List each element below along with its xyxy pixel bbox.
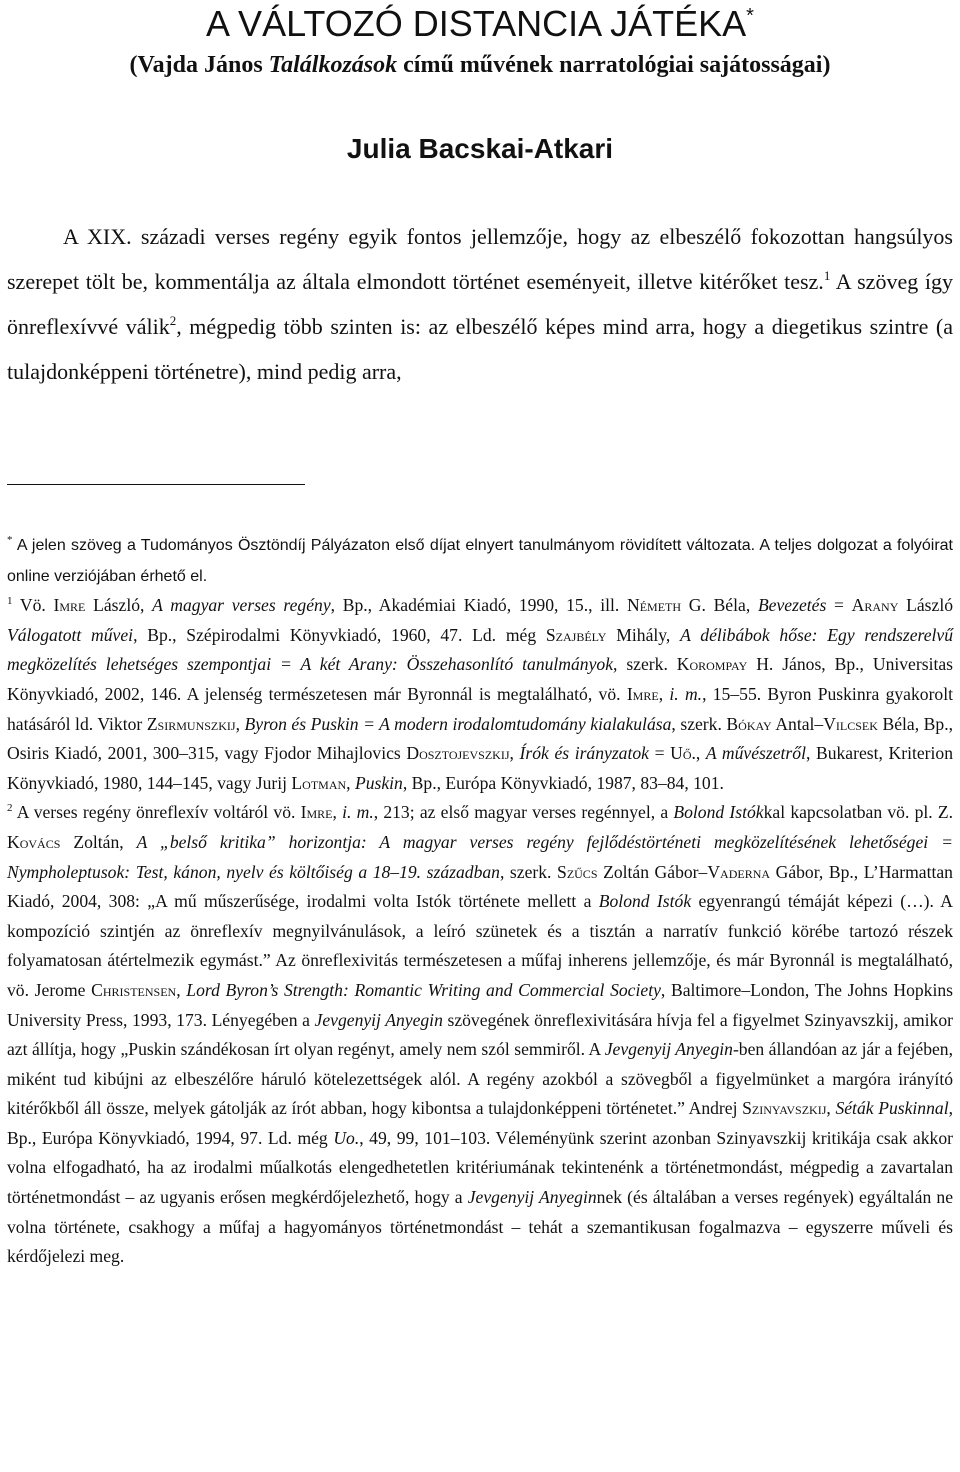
footnote-ref-2: 2: [169, 313, 177, 328]
body-paragraph: A XIX. századi verses regény egyik fontos jellemzője, hogy az elbeszélő fokozottan hangsúlyos szerepet tölt be, kommentálja az általa elmondott történet eseményeit, illetve kitérőket tesz.$^1$ A szöveg így önreflexívvé válik$^2$, mégpedig több szinten is: az elbeszélő képes mind arra, hogy a diegetikus szintre (a tulajdonképpeni történetre), mind pedig arra,: [7, 224, 953, 384]
author-name: Julia Bacskai-Atkari: [346, 133, 614, 164]
body-text: [7, 214, 953, 394]
footnote-separator: [7, 484, 305, 485]
title-footnote-mark: *: [746, 5, 754, 27]
footnote-star: * A jelen szöveg a Tudományos Ösztöndíj Pályázaton első díjat elnyert tanulmányom rövidített változata. A teljes dolgozat a folyóirat online verziójában érhető el.: [7, 534, 953, 585]
footnote-1: $^1$ Vö. Imre László, A magyar verses regény, Bp., Akadémiai Kiadó, 1990, 15., ill. Németh G. Béla, Bevezetés = Arany László Válogatott művei, Bp., Szépirodalmi Könyvkiadó, 1960, 47. Ld. még Szajbély Mihály, A délibábok hőse: Egy rendszerelvű megközelítés lehetséges szempontjai = A két Arany: Összehasonlító tanulmányok, szerk. Korompay H. János, Bp., Universitas Könyvkiadó, 2002, 146. A jelenség természetesen már Byronnál is megtalálható, vö. Imre, i. m., 15–55. Byron Puskinra gyakorolt hatásáról ld. Viktor Zsirmunszkij, Byron és Puskin = A modern irodalomtudomány kialakulása, szerk. Bókay Antal–Vilcsek Béla, Bp., Osiris Kiadó, 2001, 300–315, vagy Fjodor Mihajlovics Dosztojevszkij, Írók és irányzatok = Uő., A művészetről, Bukarest, Kriterion Könyvkiadó, 1980, 144–145, vagy Jurij Lotman, Puskin, Bp., Európa Könyvkiadó, 1987, 83–84, 101.: [7, 595, 954, 793]
footnote-ref-1: 1: [823, 268, 831, 283]
footnote-2: $^2$ A verses regény önreflexív voltáról vö. Imre, i. m., 213; az első magyar verses regénnyel, a Bolond Istókkal kapcsolatban vö. pl. Z. Kovács Zoltán, A „belső kritika” horizontja: A magyar verses regény fejlődéstörténeti megközelítésének lehetőségei = Nympholeptusok: Test, kánon, nyelv és költőiség a 18–19. században, szerk. Szűcs Zoltán Gábor–Vaderna Gábor, Bp., L’Harmattan Kiadó, 2004, 308: „A mű műszerűsége, irodalmi volta Istók története mellett a Bolond Istók egyenrangú témáját képezi (…). A kompozíció szintjén az önreflexív megnyilvánulások, a leíró szünetek és a tisztán a narratív funkció körébe tartozó részek folyamatosan átértelmezik egymást.” Az önreflexivitás természetesen a műfaj inherens jellemzője, és már Byronnál is megtalálható, vö. Jerome Christensen, Lord Byron’s Strength: Romantic Writing and Commercial Society, Baltimore–London, The Johns Hopkins University Press, 1993, 173. Lényegében a Jevgenyij Anyegin szövegének önreflexivitására hívja fel a figyelmet Szinyavszkij, amikor azt állítja, hogy „Puskin szándékosan írt olyan regényt, amely nem szól semmiről. A Jevgenyij Anyegin-ben állandóan az jár a fejében, miként tud kibújni az elbeszélőre háruló kötelezettségek alól. A regény azokból a szövegből a figyelmünket a margóra irányító kitérőkből áll össze, melyek gátolják az írót abban, hogy kibontsa a tulajdonképpeni történetet.” Andrej Szinyavszkij, Séták Puskinnal, Bp., Európa Könyvkiadó, 1994, 97. Ld. még Uo., 49, 99, 101–103. Véleményünk szerint azonban Szinyavszkij kritikája csak akkor volna elfogadható, ha az irodalmi műalkotás elengedhetetlen kritériumának tekintenénk a történetmondást, mégpedig a zavartalan történetmondást – az ugyanis erősen megkérdőjelezhető, hogy a Jevgenyij Anyeginnek (és általában a verses regények) egyáltalán ne volna története, csakhogy a műfaj a hagyományos történetmondást – tehát a szemantikusan fogalmazva – egyszerre műveli és kérdőjelezi meg.: [7, 802, 954, 1267]
document-title: A VÁLTOZÓ DISTANCIA JÁTÉKA*: [206, 3, 754, 44]
footnotes: [7, 530, 953, 1272]
document-subtitle: (Vajda János Találkozások című művének narratológiai sajátosságai): [129, 52, 831, 78]
